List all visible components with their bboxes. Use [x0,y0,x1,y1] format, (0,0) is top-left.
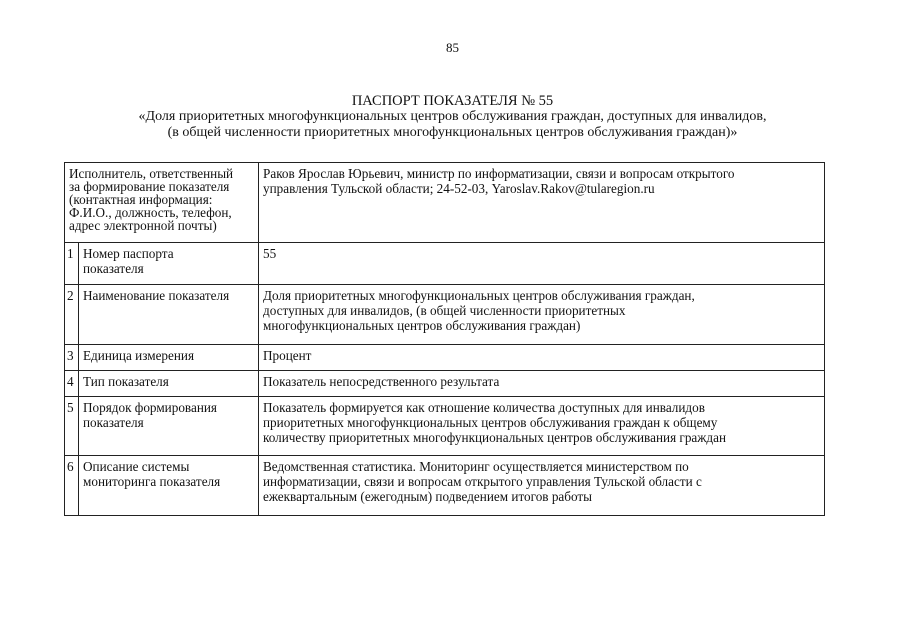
executor-label-line: Исполнитель, ответственный [69,166,234,181]
document-heading [40,93,865,141]
table-row [65,397,825,456]
row-value [259,285,825,345]
row-value [259,345,825,371]
row-value-line: приоритетных многофункциональных центров обслуживания граждан к общему [263,415,718,430]
row-number: 5 [65,397,79,456]
row-label [79,243,259,285]
indicator-name-line-1: «Доля приоритетных многофункциональных центров обслуживания граждан, доступных для инвалидов, [138,109,767,124]
row-value-line: Показатель формируется как отношение количества доступных для инвалидов [263,400,705,415]
executor-row [65,163,825,243]
row-value-line: количеству приоритетных многофункциональных центров обслуживания граждан [263,430,727,445]
executor-label [65,163,259,243]
row-label-line: Порядок формирования [83,400,217,415]
row-value-line: доступных для инвалидов, (в общей численности приоритетных [263,303,626,318]
row-value-line: Показатель непосредственного результата [263,374,500,389]
row-label [79,371,259,397]
executor-value-line: Раков Ярослав Юрьевич, министр по информатизации, связи и вопросам открытого [263,166,735,181]
executor-label-line: Ф.И.О., должность, телефон, [69,205,232,220]
row-value-line: многофункциональных центров обслуживания граждан) [263,318,581,333]
table-row [65,285,825,345]
row-label [79,397,259,456]
row-value-line: 55 [263,246,277,261]
executor-label-line: адрес электронной почты) [69,218,217,233]
row-value-line: Процент [263,348,312,363]
row-label [79,285,259,345]
passport-title: ПАСПОРТ ПОКАЗАТЕЛЯ № 55 [351,93,554,109]
executor-value-line: управления Тульской области; 24-52-03, Yaroslav.Rakov@tularegion.ru [263,181,655,196]
row-value-line: Доля приоритетных многофункциональных центров обслуживания граждан, [263,288,695,303]
row-label-line: Описание системы [83,459,190,474]
row-number: 4 [65,371,79,397]
row-value [259,371,825,397]
row-label [79,456,259,516]
row-label-line: показателя [83,415,144,430]
table-row [65,371,825,397]
row-number: 2 [65,285,79,345]
row-label-line: Наименование показателя [83,288,230,303]
row-value-line: Ведомственная статистика. Мониторинг осуществляется министерством по [263,459,689,474]
row-number: 1 [65,243,79,285]
executor-value [259,163,825,243]
row-label-line: Единица измерения [83,348,195,363]
row-number: 3 [65,345,79,371]
passport-table [64,162,825,516]
table-row [65,456,825,516]
table-row [65,243,825,285]
row-value [259,397,825,456]
indicator-name-line-2: (в общей численности приоритетных многофункциональных центров обслуживания граждан)» [167,125,738,140]
row-value [259,456,825,516]
row-label-line: Номер паспорта [83,246,174,261]
row-number: 6 [65,456,79,516]
row-label-line: показателя [83,261,144,276]
table-row [65,345,825,371]
row-label-line: Тип показателя [83,374,169,389]
executor-label-line: (контактная информация: [69,192,213,207]
row-value-line: ежеквартальным (ежегодным) подведением итогов работы [263,489,593,504]
row-label [79,345,259,371]
row-value-line: информатизации, связи и вопросам открытого управления Тульской области с [263,474,702,489]
row-value [259,243,825,285]
page-number: 85 [446,40,459,55]
executor-label-line: за формирование показателя [69,179,230,194]
row-label-line: мониторинга показателя [83,474,221,489]
